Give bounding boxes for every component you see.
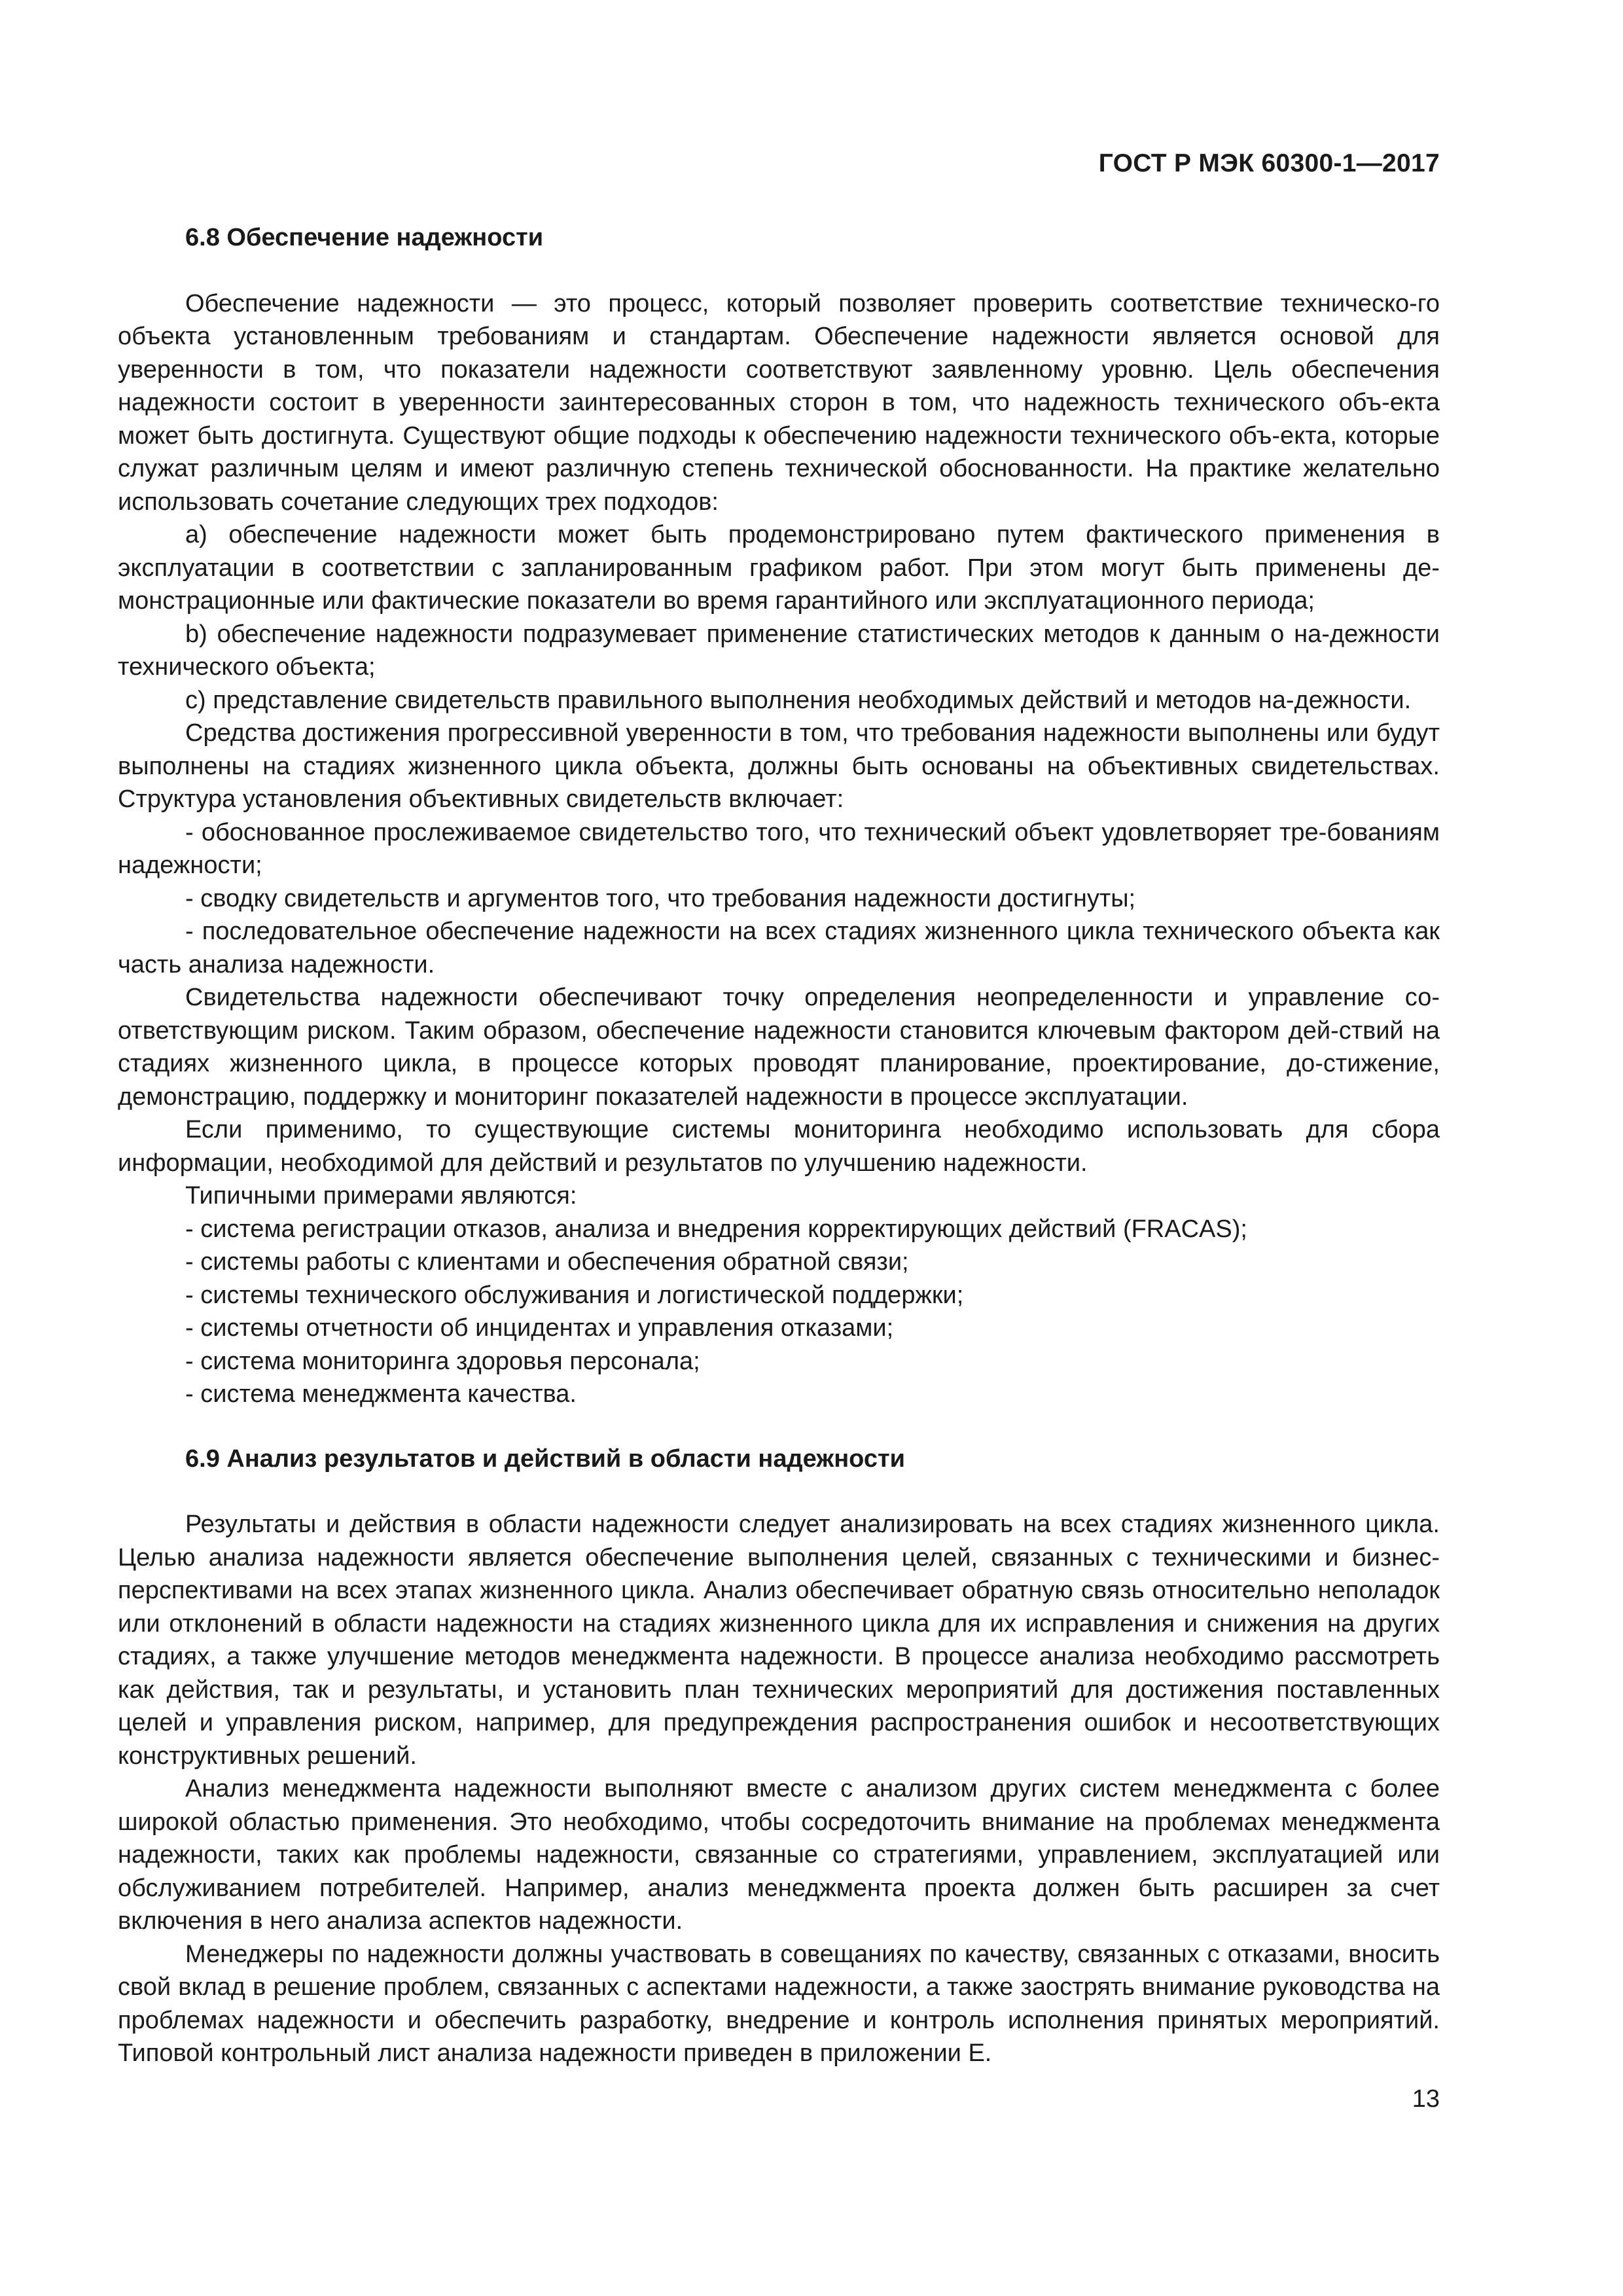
example-item: - системы отчетности об инцидентах и управления отказами;: [185, 1314, 894, 1342]
standard-code-header: ГОСТ Р МЭК 60300-1—2017: [1098, 149, 1440, 177]
section-6-9-heading: 6.9 Анализ результатов и действий в области надежности: [185, 1444, 905, 1473]
section-6-9-paragraph: Менеджеры по надежности должны участвовать в совещаниях по качеству, связанных с отказами, вносить свой вклад в решение проблем, связанных с аспектами надежности, а также заострять внимание руководства на проблемах надежности и обеспечить разработку, внедрение и контроль исполнения принятых мероприятий. Типовой контрольный лист анализа надежности приведен в приложении Е.: [118, 1940, 1440, 2067]
page-content: [118, 221, 1440, 2070]
page-number: 13: [1412, 2085, 1440, 2113]
evidence-intro: Средства достижения прогрессивной уверенности в том, что требования надежности выполнены или будут выполнены на стадиях жизненного цикла объекта, должны быть основаны на объективных свидетельствах. Структура установления объективных свидетельств включает:: [118, 719, 1440, 813]
evidence-item: - обоснованное прослеживаемое свидетельство того, что технический объект удовлетворяет тре-бованиям надежности;: [118, 818, 1440, 879]
approach-c: c) представление свидетельств правильного выполнения необходимых действий и методов на-дежности.: [185, 686, 1412, 714]
example-item: - система регистрации отказов, анализа и внедрения корректирующих действий (FRACAS);: [185, 1215, 1247, 1243]
evidence-item: - последовательное обеспечение надежности на всех стадиях жизненного цикла технического объекта как часть анализа надежности.: [118, 918, 1440, 978]
example-item: - система менеджмента качества.: [185, 1380, 577, 1408]
section-6-8-heading: 6.8 Обеспечение надежности: [185, 224, 544, 251]
section-6-9-paragraph: Результаты и действия в области надежности следует анализировать на всех стадиях жизненного цикла. Целью анализа надежности является обеспечение выполнения целей, связанных с техническими и бизнес-перспективами на всех этапах жизненного цикла. Анализ обеспечивает обратную связь относительно неполадок или отклонений в области надежности на стадиях жизненного цикла для их исправления и снижения на других стадиях, а также улучшение методов менеджмента надежности. В процессе анализа необходимо рассмотреть как действия, так и результаты, и установить план технических мероприятий для достижения поставленных целей и управления риском, например, для предупреждения распространения ошибок и несоответствующих конструктивных решений.: [118, 1511, 1440, 1770]
section-6-9-paragraph: Анализ менеджмента надежности выполняют вместе с анализом других систем менеджмента с более широкой областью применения. Это необходимо, чтобы сосредоточить внимание на проблемах менеджмента надежности, таких как проблемы надежности, связанные со стратегиями, управлением, эксплуатацией или обслуживанием потребителей. Например, анализ менеджмента проекта должен быть расширен за счет включения в него анализа аспектов надежности.: [118, 1775, 1440, 1935]
approach-a: a) обеспечение надежности может быть продемонстрировано путем фактического применения в эксплуатации в соответствии с запланированным графиком работ. При этом могут быть применены де-монстрационные или фактические показатели во время гарантийного или эксплуатационного периода;: [118, 521, 1440, 615]
examples-intro: Типичными примерами являются:: [185, 1182, 577, 1210]
monitoring-paragraph: Если применимо, то существующие системы мониторинга необходимо использовать для сбора информации, необходимой для действий и результатов по улучшению надежности.: [118, 1116, 1440, 1177]
example-item: - системы работы с клиентами и обеспечения обратной связи;: [185, 1248, 909, 1276]
approach-b: b) обеспечение надежности подразумевает применение статистических методов к данным о на-дежности технического объекта;: [118, 620, 1440, 681]
section-6-8-intro: Обеспечение надежности — это процесс, который позволяет проверить соответствие техническо-го объекта установленным требованиям и стандартам. Обеспечение надежности является основой для уверенности в том, что показатели надежности соответствуют заявленному уровню. Цель обеспечения надежности состоит в уверенности заинтересованных сторон в том, что надежность технического объ-екта может быть достигнута. Существуют общие подходы к обеспечению надежности технического объ-екта, которые служат различным целям и имеют различную степень технической обоснованности. На практике желательно использовать сочетание следующих трех подходов:: [118, 289, 1440, 516]
example-item: - система мониторинга здоровья персонала;: [185, 1347, 700, 1375]
example-item: - системы технического обслуживания и логистической поддержки;: [185, 1281, 964, 1309]
evidence-item: - сводку свидетельств и аргументов того, что требования надежности достигнуты;: [185, 884, 1136, 912]
document-page: [118, 0, 1440, 2296]
evidence-paragraph: Свидетельства надежности обеспечивают точку определения неопределенности и управление со-ответствующим риском. Таким образом, обеспечение надежности становится ключевым фактором дей-ствий на стадиях жизненного цикла, в процессе которых проводят планирование, проектирование, до-стижение, демонстрацию, поддержку и мониторинг показателей надежности в процессе эксплуатации.: [118, 984, 1440, 1111]
